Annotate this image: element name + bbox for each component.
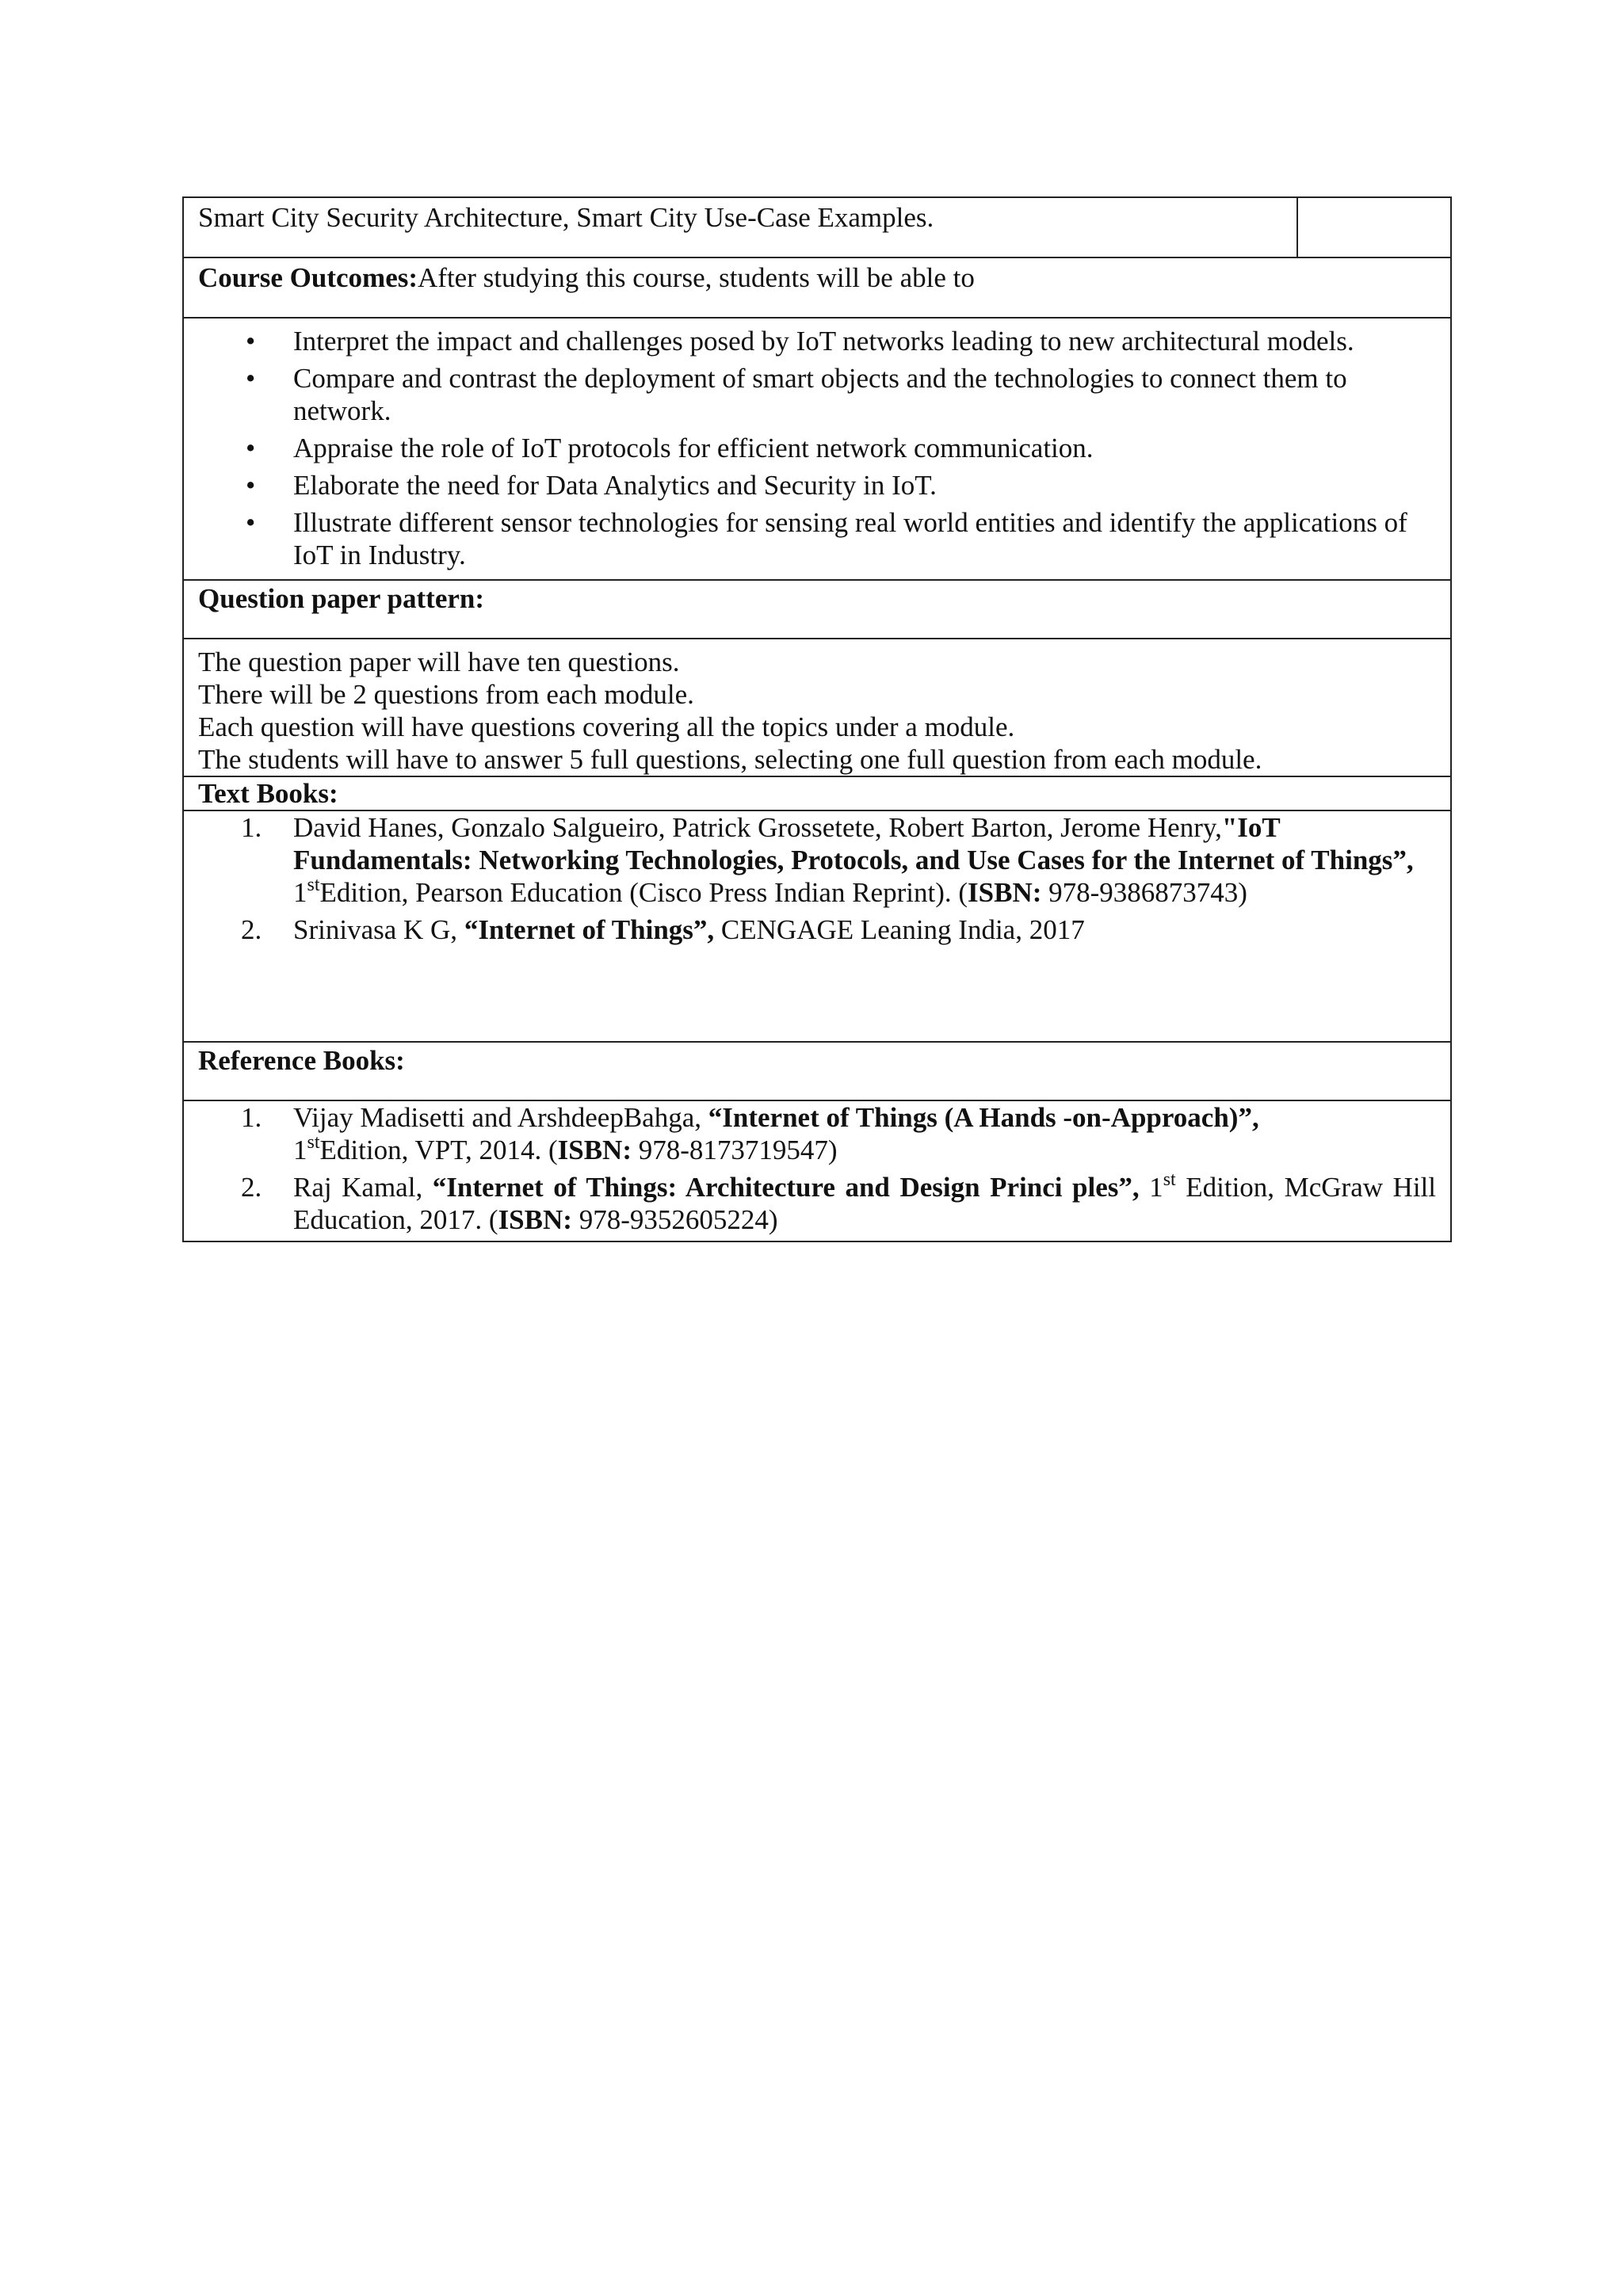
outcome-item — [246, 325, 1436, 357]
bullet-icon: • — [246, 433, 256, 463]
book-isbn: 978-9386873743) — [1041, 877, 1247, 908]
book-edition-suffix: st — [307, 875, 320, 895]
text-book-item — [241, 811, 1436, 909]
list-number: 2. — [241, 1172, 262, 1203]
book-authors: Raj Kamal, — [293, 1172, 433, 1203]
question-paper-header-row — [183, 580, 1451, 639]
book-edition-number: 1 — [293, 877, 307, 908]
outcome-text: Elaborate the need for Data Analytics and Security in IoT. — [293, 470, 937, 501]
text-books-list — [198, 811, 1436, 946]
text-books-header-row — [183, 776, 1451, 810]
question-paper-line: The question paper will have ten questions. — [198, 646, 680, 677]
question-paper-line: There will be 2 questions from each module. — [198, 679, 694, 710]
book-edition-suffix: st — [307, 1132, 320, 1153]
outcome-item — [246, 432, 1436, 464]
book-authors: Vijay Madisetti and ArshdeepBahga, — [293, 1102, 708, 1133]
isbn-label: ISBN: — [498, 1204, 572, 1235]
book-edition-suffix: st — [1163, 1169, 1176, 1190]
question-paper-row — [183, 639, 1451, 776]
bullet-icon: • — [246, 363, 256, 394]
reference-book-item — [241, 1101, 1436, 1166]
syllabus-table — [182, 196, 1452, 1242]
course-outcomes-header-row — [183, 257, 1451, 318]
question-paper-line: The students will have to answer 5 full questions, selecting one full question from each module. — [198, 744, 1262, 775]
text-books-row — [183, 810, 1451, 1042]
top-row — [183, 197, 1451, 257]
reference-books-label: Reference Books: — [183, 1042, 1451, 1100]
course-outcomes-label: Course Outcomes: — [198, 262, 418, 293]
text-books-label: Text Books: — [183, 776, 1451, 810]
list-number: 2. — [241, 914, 262, 945]
book-title: “Internet of Things: Architecture and Design Princi ples”, — [432, 1172, 1140, 1203]
outcome-text: Illustrate different sensor technologies for sensing real world entities and identify the applications of IoT in Industry. — [293, 507, 1407, 570]
course-outcomes-row — [183, 318, 1451, 580]
book-title: “Internet of Things (A Hands -on-Approach)”, — [708, 1102, 1259, 1133]
course-outcomes-intro: After studying this course, students will be able to — [418, 262, 975, 293]
outcome-text: Compare and contrast the deployment of smart objects and the technologies to connect them to network. — [293, 363, 1347, 426]
question-paper-label: Question paper pattern: — [183, 580, 1451, 639]
book-publisher: Edition, VPT, 2014. ( — [319, 1135, 558, 1165]
text-books-cell — [183, 810, 1451, 1042]
bullet-icon: • — [246, 507, 256, 538]
course-outcomes-cell — [183, 318, 1451, 580]
book-title: "IoT Fundamentals: Networking Technologies, Protocols, and Use Cases for the Internet of Things”, — [293, 812, 1414, 875]
isbn-label: ISBN: — [557, 1135, 632, 1165]
bullet-icon: • — [246, 326, 256, 357]
reference-book-item — [241, 1169, 1436, 1236]
isbn-label: ISBN: — [968, 877, 1042, 908]
text-book-item — [241, 913, 1436, 946]
outcome-item — [246, 469, 1436, 502]
book-publisher: Edition, Pearson Education (Cisco Press Indian Reprint). ( — [319, 877, 968, 908]
reference-books-list — [198, 1101, 1436, 1236]
book-authors: Srinivasa K G, — [293, 914, 464, 945]
book-edition-number: 1 — [1139, 1172, 1163, 1203]
book-isbn: 978-8173719547) — [632, 1135, 838, 1165]
top-row-text: Smart City Security Architecture, Smart City Use-Case Examples. — [183, 197, 1297, 257]
course-outcomes-header — [183, 257, 1451, 318]
book-title: “Internet of Things”, — [464, 914, 715, 945]
book-edition-number: 1 — [293, 1135, 307, 1165]
outcome-item — [246, 362, 1436, 427]
course-outcomes-list — [198, 325, 1436, 571]
book-isbn: 978-9352605224) — [571, 1204, 778, 1235]
list-number: 1. — [241, 1102, 262, 1133]
list-number: 1. — [241, 812, 262, 843]
question-paper-cell — [183, 639, 1451, 776]
top-row-empty-cell — [1297, 197, 1451, 257]
outcome-text: Interpret the impact and challenges posed by IoT networks leading to new architectural models. — [293, 326, 1354, 357]
reference-books-header-row — [183, 1042, 1451, 1100]
question-paper-line: Each question will have questions covering all the topics under a module. — [198, 711, 1015, 742]
reference-books-row — [183, 1100, 1451, 1241]
outcome-item — [246, 506, 1436, 571]
book-publisher: Edition, McGraw Hill Education, 2017. ( — [293, 1172, 1436, 1235]
book-publisher: CENGAGE Leaning India, 2017 — [714, 914, 1085, 945]
bullet-icon: • — [246, 470, 256, 501]
outcome-text: Appraise the role of IoT protocols for efficient network communication. — [293, 433, 1094, 463]
reference-books-cell — [183, 1100, 1451, 1241]
book-authors: David Hanes, Gonzalo Salgueiro, Patrick Grossetete, Robert Barton, Jerome Henry, — [293, 812, 1222, 843]
